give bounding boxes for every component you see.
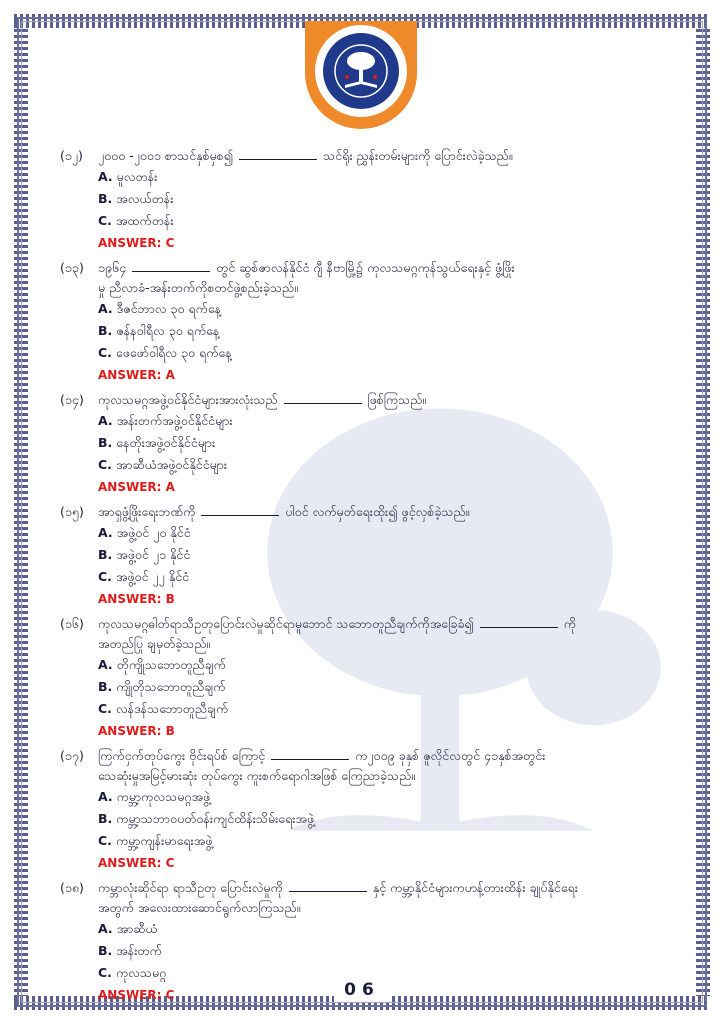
- answer-blank: [480, 617, 558, 628]
- option-c: C. ဖေဖော်ဝါရီလ ၃၀ ရက်နေ့: [98, 345, 232, 360]
- option-c: C. ကုလသမဂ္ဂ: [98, 965, 167, 980]
- option-a: A. တိုကျိုသဘောတူညီချက်: [98, 657, 226, 672]
- question-number: (၁၈): [60, 880, 84, 895]
- logo-tree-icon: [323, 33, 399, 109]
- question-number: (၁၄): [60, 392, 84, 407]
- answer-label: ANSWER: A: [98, 480, 175, 494]
- option-b: B. ကမ္ဘာ့သဘာဝပတ်ဝန်းကျင်ထိန်းသိမ်းရေးအဖွဲ့: [98, 811, 315, 826]
- option-b: B. ကျိုတိုသဘောတူညီချက်: [98, 679, 226, 694]
- answer-label: ANSWER: A: [98, 368, 175, 382]
- question-number: (၁၆): [60, 616, 84, 631]
- question-number: (၁၃): [60, 260, 84, 275]
- option-b: B. အဖွဲ့ဝင် ၂၁ နိုင်ငံ: [98, 547, 191, 562]
- option-a: A. အာဆီယံ: [98, 921, 158, 936]
- answer-label: ANSWER: C: [98, 236, 175, 250]
- question-number: (၁၂): [60, 148, 83, 163]
- question-block: [60, 146, 675, 254]
- answer-blank: [201, 505, 279, 516]
- question-text: (၁၅) အာရှဖွံ့ဖြိုးရေးဘဏ်ကို ပါဝင် လက်မှတ်ရေးထိုး၍ ဖွင့်လှစ်ခဲ့သည်။: [60, 502, 675, 522]
- option-a: A. မူလတန်း: [98, 169, 158, 184]
- answer-blank: [132, 261, 210, 272]
- option-a: A. ဒီဇင်ဘာလ ၃၀ ရက်နေ့: [98, 301, 222, 316]
- answer-label: ANSWER: C: [98, 856, 175, 870]
- question-text: (၁၄) ကုလသမဂ္ဂအဖွဲ့ဝင်နိုင်ငံများအားလုံးသည် ဖြစ်ကြသည်။: [60, 390, 675, 410]
- answer-label: ANSWER: C: [98, 988, 175, 1002]
- option-a: A. ကမ္ဘာ့ကုလသမဂ္ဂအဖွဲ့: [98, 789, 211, 804]
- question-text: (၁၃) ၁၉၆၄ တွင် ဆွစ်ဇာလန်နိုင်ငံ ဂျီ နီဗာမြို့၌ ကုလသမဂ္ဂကုန်သွယ်ရေးနှင့် ဖွံ့ဖြိုး: [60, 258, 675, 278]
- question-block: (၁၇) ကြက်ငှက်တုပ်ကွေး ဗိုင်းရပ်စ် ကြောင့် က၂၀၀၉ ခုနှစ် ဇူလိုင်လတွင် ၄၁နှစ်အတွင်း သေဆုံးမှုအမြင့်မားဆုံး တုပ်ကွေး ကူးစက်ရောဂါအဖြစ် ကြေညာခဲ့သည်။ A. ကမ္ဘာ့ကုလသမဂ္ဂအဖွဲ့ B. ကမ္ဘာ့သဘာဝပတ်ဝန်းကျင်ထိန်းသိမ်းရေးအဖွဲ့ C. ကမ္ဘာ့ကျန်းမာရေးအဖွဲ့ ANSWER: C: [60, 746, 675, 874]
- school-logo: [305, 21, 417, 129]
- question-number: (၁၅): [60, 504, 84, 519]
- option-a: A. အဖွဲ့ဝင် ၂၀ နိုင်ငံ: [98, 525, 191, 540]
- option-b: B. အလယ်တန်း: [98, 191, 174, 206]
- option-a: A. အန်းတက်အဖွဲ့ဝင်နိုင်ငံများ: [98, 413, 233, 428]
- option-c: C. အထက်တန်း: [98, 213, 174, 228]
- page-number: 06: [334, 980, 390, 1002]
- question-block: (၁၈) ကမ္ဘာလုံးဆိုင်ရာ ရာသီဥတု ပြောင်းလဲမှုကို နှင့် ကမ္ဘာ့နိုင်ငံများကဟန့်တားထိန်း ချုပ်နိုင်ရေး အတွက် အလေးထားဆောင်ရွက်လာကြသည်။ A. အာဆီယံ B. အန်းတက် C. ကုလသမဂ္ဂ ANSWER: C: [60, 878, 675, 1006]
- question-text: (၁၂) ၂၀၀၀ -၂၀၀၁ စာသင်နှစ်မှစ၍ သင်ရိုး ညွှန်းတမ်းများကို ပြောင်းလဲခဲ့သည်။: [60, 146, 675, 166]
- option-b: B. ဇန်နဝါရီလ ၃၀ ရက်နေ့: [98, 323, 220, 338]
- option-b: B. အန်းတက်: [98, 943, 162, 958]
- question-block: [60, 390, 675, 498]
- question-block: [60, 502, 675, 610]
- answer-blank: [289, 881, 367, 892]
- question-block: (၁၃) ၁၉၆၄ တွင် ဆွစ်ဇာလန်နိုင်ငံ ဂျီ နီဗာမြို့၌ ကုလသမဂ္ဂကုန်သွယ်ရေးနှင့် ဖွံ့ဖြိုး မှု ညီလာခံ-အန်းတက်ကိုစတင်ဖွဲ့စည်းခဲ့သည်။ A. ဒီဇင်ဘာလ ၃၀ ရက်နေ့ B. ဇန်နဝါရီလ ၃၀ ရက်နေ့ C. ဖေဖော်ဝါရီလ ၃၀ ရက်နေ့ ANSWER: A: [60, 258, 675, 386]
- answer-blank: [271, 749, 349, 760]
- question-text: (၁၆) ကုလသမဂ္ဂဓါတ်ရာသီဥတုပြောင်းလဲမှုဆိုင်ရာမူဘောင် သဘောတူညီချက်ကိုအခြေခံ၍ ကို: [60, 614, 675, 634]
- answer-blank: [239, 149, 317, 160]
- option-c: C. ကမ္ဘာ့ကျန်းမာရေးအဖွဲ့: [98, 833, 213, 848]
- question-list: [60, 146, 675, 1010]
- question-text: (၁၇) ကြက်ငှက်တုပ်ကွေး ဗိုင်းရပ်စ် ကြောင့် က၂၀၀၉ ခုနှစ် ဇူလိုင်လတွင် ၄၁နှစ်အတွင်း: [60, 746, 675, 766]
- answer-label: ANSWER: B: [98, 724, 175, 738]
- question-block: (၁၆) ကုလသမဂ္ဂဓါတ်ရာသီဥတုပြောင်းလဲမှုဆိုင်ရာမူဘောင် သဘောတူညီချက်ကိုအခြေခံ၍ ကို အတည်ပြု ချမှတ်ခဲ့သည်။ A. တိုကျိုသဘောတူညီချက် B. ကျိုတိုသဘောတူညီချက် C. လန်ဒန်သဘောတူညီချက် ANSWER: B: [60, 614, 675, 742]
- option-b: B. နေတိုးအဖွဲ့ဝင်နိုင်ငံများ: [98, 435, 216, 450]
- answer-label: ANSWER: B: [98, 592, 175, 606]
- answer-blank: [284, 393, 362, 404]
- question-number: (၁၇): [60, 748, 84, 763]
- option-c: C. အာဆီယံအဖွဲ့ဝင်နိုင်ငံများ: [98, 457, 228, 472]
- question-text: (၁၈) ကမ္ဘာလုံးဆိုင်ရာ ရာသီဥတု ပြောင်းလဲမှုကို နှင့် ကမ္ဘာ့နိုင်ငံများကဟန့်တားထိန်း ချုပ်နိုင်ရေး: [60, 878, 675, 898]
- option-c: C. လန်ဒန်သဘောတူညီချက်: [98, 701, 229, 716]
- option-c: C. အဖွဲ့ဝင် ၂၂ နိုင်ငံ: [98, 569, 190, 584]
